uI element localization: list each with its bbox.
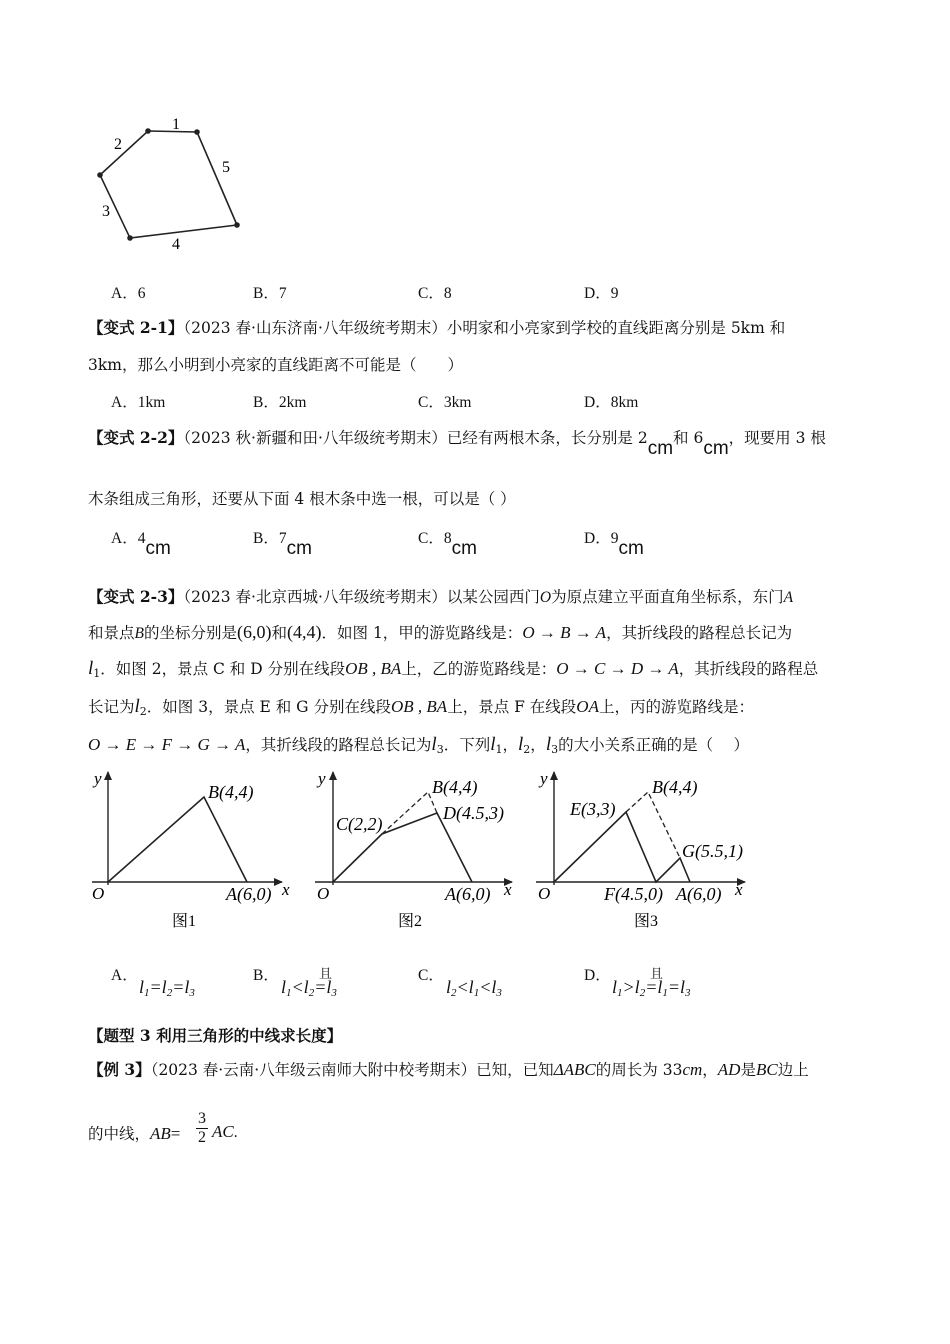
- variant-2-2-tag: 【变式 2-2】: [88, 428, 184, 447]
- variant-2-3-tag: 【变式 2-3】: [88, 587, 184, 606]
- v23-option-c: C． $l_2<l_1<l_3$: [418, 967, 502, 999]
- variant-2-1-line1: [88, 316, 785, 338]
- example-3-line1: 【例 3】（2023 春·云南·八年级云南师大附中校考期末）已知，已知ΔABC的周长为 33cm，AD是BC边上: [88, 1060, 809, 1079]
- variant-2-2-line2: 木条组成三角形，还要从下面 4 根木条中选一根，可以是（ ）: [88, 490, 516, 508]
- prev-option-b: B．7: [253, 285, 287, 302]
- side-label-4: 4: [172, 236, 180, 253]
- prev-option-a: A．6: [111, 285, 146, 302]
- fig3-point-e: E(3,3): [570, 799, 616, 819]
- variant-2-1-text: 小明家和小亮家到学校的直线距离分别是 5km 和: [446, 319, 786, 337]
- fig1-x-label: x: [282, 880, 290, 899]
- variant-2-3-line3: $l_1$．如图 2，景点 C 和 D 分别在线段OB , BA上，乙的游览路线是：O → C → D → A，其折线段的路程总: [88, 658, 819, 680]
- fig1-caption: 图1: [172, 913, 197, 930]
- unit-cm: cm: [647, 438, 674, 459]
- example-3-source: （2023 春·云南·八年级云南师大附中校考期末）: [150, 1061, 477, 1079]
- fig3-point-f: F(4.5,0): [604, 884, 663, 904]
- example-3-line2: 的中线，AB=: [88, 1124, 181, 1143]
- fig2-point-d: D(4.5,3): [443, 803, 504, 823]
- figure-3: [536, 769, 745, 930]
- example-3-tag: 【例 3】: [88, 1060, 151, 1079]
- fig2-y-label: y: [318, 769, 326, 788]
- variant-2-1-line2: 3km，那么小明到小亮家的直线距离不可能是（ ）: [88, 356, 463, 374]
- variant-2-2-text-b: 和 6: [673, 429, 704, 447]
- unit-cm: cm: [703, 438, 729, 459]
- variant-2-3-source: （2023 春·北京西城·八年级统考期末）: [183, 588, 447, 606]
- prev-option-c: C．8: [418, 285, 452, 302]
- prev-option-d: D．9: [584, 285, 619, 302]
- figure-2: [315, 769, 512, 930]
- v21-option-c: C．3km: [418, 394, 472, 411]
- fig3-origin: O: [538, 884, 551, 903]
- fig3-point-a: A(6,0): [676, 884, 722, 904]
- fig2-point-a: A(6,0): [445, 884, 491, 904]
- fig3-point-b: B(4,4): [652, 777, 698, 797]
- v23-option-b: B． $l_1<l_2=l_3$ 且: [253, 967, 337, 999]
- variant-2-2-text-a: 已经有两根木条，长分别是 2: [446, 429, 648, 447]
- fig2-origin: O: [317, 884, 330, 903]
- v22-option-a: A．4cm: [111, 530, 171, 559]
- variant-2-1-tag: 【变式 2-1】: [88, 318, 184, 337]
- fig2-point-b: B(4,4): [432, 777, 478, 797]
- variant-2-2-line1: [88, 426, 826, 459]
- coordinate-figures: [85, 760, 765, 940]
- example-3-line2-tail: AC.: [212, 1122, 238, 1141]
- v21-option-d: D．8km: [584, 394, 639, 411]
- figure-1: [92, 769, 290, 930]
- fig1-origin: O: [92, 884, 105, 903]
- v22-option-c: C．8cm: [418, 530, 477, 559]
- pentagon-figure: [90, 110, 260, 255]
- fig1-point-a: A(6,0): [226, 884, 272, 904]
- fig2-point-c: C(2,2): [336, 814, 383, 834]
- side-label-3: 3: [102, 203, 110, 220]
- variant-2-3-line5: O → E → F → G → A，其折线段的路程总长记为$l_3$．下列$l_1$，$l_2$，$l_3$的大小关系正确的是（ ）: [88, 734, 750, 756]
- v22-option-d: D．9cm: [584, 530, 644, 559]
- fig3-y-label: y: [540, 769, 548, 788]
- fig3-caption: 图3: [634, 913, 659, 930]
- side-label-2: 2: [114, 136, 122, 153]
- fig1-y-label: y: [94, 769, 102, 788]
- side-label-5: 5: [222, 159, 230, 176]
- v21-option-b: B．2km: [253, 394, 307, 411]
- side-label-1: 1: [172, 116, 180, 133]
- variant-2-2-source: （2023 秋·新疆和田·八年级统考期末）: [183, 429, 447, 447]
- variant-2-3-line1: 【变式 2-3】（2023 春·北京西城·八年级统考期末）以某公园西门O为原点建立平面直角坐标系，东门A: [88, 587, 794, 606]
- fig2-x-label: x: [504, 880, 512, 899]
- v23-option-d: D． $l_1>l_2=l_1=l_3$ 且: [584, 967, 691, 999]
- variant-2-3-line4: 长记为$l_2$．如图 3，景点 E 和 G 分别在线段OB , BA上，景点 F 在线段OA上，丙的游览路线是：: [88, 696, 754, 718]
- v22-option-b: B．7cm: [253, 530, 312, 559]
- fraction-three-halves: 3 2: [198, 1110, 206, 1146]
- fig2-caption: 图2: [398, 913, 423, 930]
- section-title: 【题型 3 利用三角形的中线求长度】: [88, 1026, 343, 1045]
- v21-option-a: A．1km: [111, 394, 166, 411]
- variant-2-1-source: （2023 春·山东济南·八年级统考期末）: [183, 319, 447, 337]
- v23-option-a: A． $l_1=l_2=l_3$: [111, 967, 195, 999]
- variant-2-3-line2: 和景点B的坐标分别是(6,0)和(4,4)．如图 1，甲的游览路线是：O → B → A，其折线段的路程总长记为: [88, 622, 793, 642]
- fig3-point-g: G(5.5,1): [682, 841, 743, 861]
- fig3-x-label: x: [735, 880, 743, 899]
- variant-2-2-text-c: ，现要用 3 根: [728, 429, 826, 447]
- fig1-point-b: B(4,4): [208, 782, 254, 802]
